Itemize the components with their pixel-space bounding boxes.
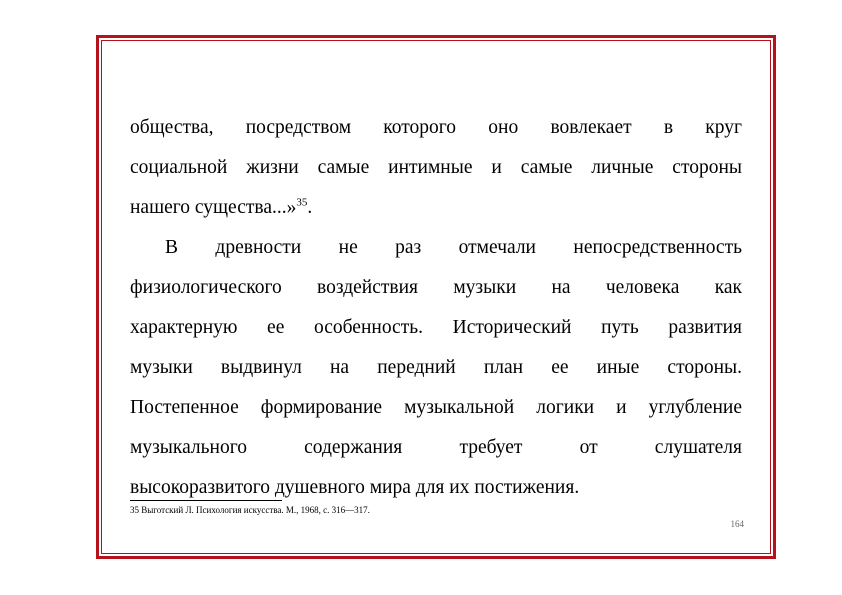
text-line-8: Постепенное формирование музыкальной логики и углубление [130,397,742,418]
text-line-7: музыки выдвинул на передний план ее иные стороны. [130,357,742,378]
footnote: 35 Выготский Л. Психология искусства. М., 1968, с. 316—317. [130,505,370,515]
text-line-3-main: нашего существа...» [130,197,297,218]
text-line-3-tail: . [307,197,313,218]
text-line-1: общества, посредством которого оно вовлекает в круг [130,117,742,138]
text-line-3 [130,196,742,219]
footnote-separator [130,500,282,501]
text-line-5: физиологического воздействия музыки на человека как [130,277,742,298]
text-line-2: социальной жизни самые интимные и самые личные стороны [130,157,742,178]
text-line-4: В древности не раз отмечали непосредственность [165,237,742,258]
text-line-10: высокоразвитого душевного мира для их постижения. [130,477,580,498]
page-number: 164 [730,519,744,529]
text-line-6: характерную ее особенность. Исторический путь развития [130,317,742,338]
text-line-9: музыкального содержания требует от слушателя [130,437,742,458]
footnote-reference: 35 [296,196,308,209]
